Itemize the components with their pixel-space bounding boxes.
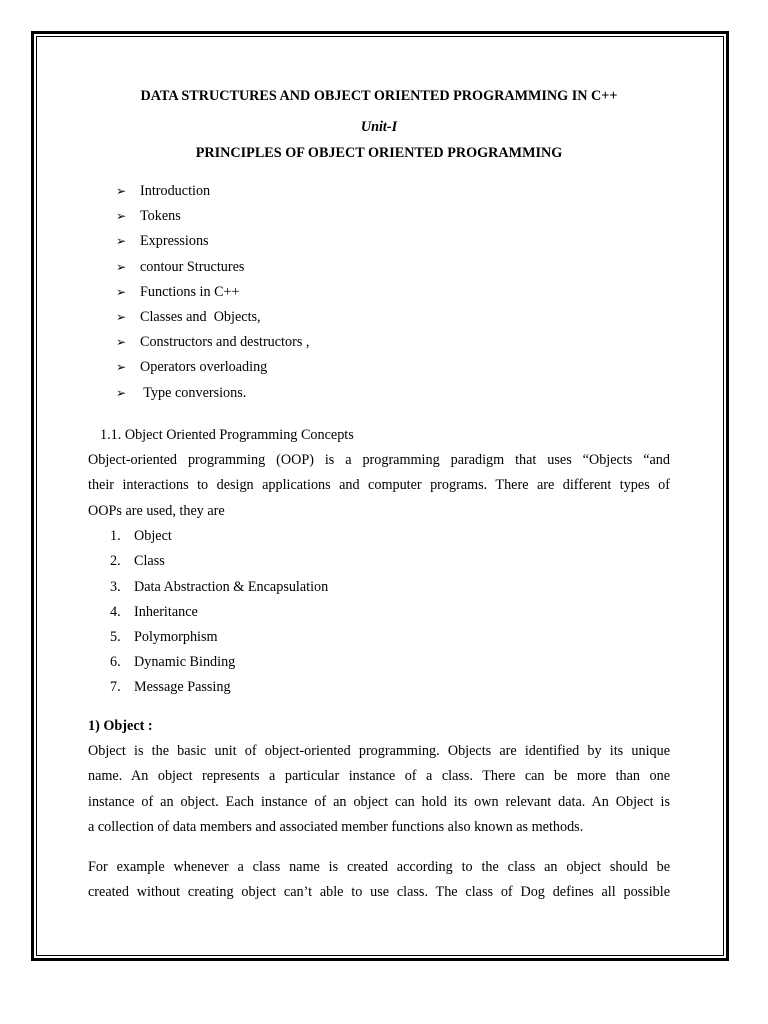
list-item	[110, 549, 670, 574]
list-item	[116, 280, 670, 305]
list-item	[116, 204, 670, 229]
topic-label: Functions in C++	[140, 283, 240, 300]
topic-label: contour Structures	[140, 258, 245, 275]
concept-label: Data Abstraction & Encapsulation	[134, 578, 329, 595]
arrow-bullet-icon: ➢	[116, 360, 127, 375]
list-item	[116, 355, 670, 380]
arrow-bullet-icon: ➢	[116, 385, 127, 400]
document-content	[88, 86, 670, 906]
topic-label: Expressions	[140, 233, 209, 250]
list-item	[116, 179, 670, 204]
list-item	[116, 305, 670, 330]
list-number: 5.	[110, 628, 121, 645]
object-heading: 1) Object :	[88, 717, 153, 734]
concept-label: Polymorphism	[134, 628, 218, 645]
arrow-bullet-icon: ➢	[116, 209, 127, 224]
object-paragraph	[88, 739, 670, 841]
arrow-bullet-icon: ➢	[116, 259, 127, 274]
concept-label: Object	[134, 528, 172, 545]
list-number: 3.	[110, 578, 121, 595]
topic-label: Classes and Objects,	[140, 308, 261, 325]
concept-label: Message Passing	[134, 679, 231, 696]
example-paragraph	[88, 855, 670, 906]
concept-list	[88, 524, 670, 700]
text-line: instance of an object. Each instance of an object can hold its own relevant data. An Object is	[88, 793, 670, 810]
topic-label: Operators overloading	[140, 359, 268, 376]
concept-label: Class	[134, 553, 165, 570]
text-line: Object is the basic unit of object-oriented programming. Objects are identified by its unique	[88, 742, 670, 759]
text-line: OOPs are used, they are	[88, 502, 225, 519]
intro-paragraph	[88, 448, 670, 525]
list-item	[110, 524, 670, 549]
list-item	[116, 330, 670, 355]
topic-list	[88, 179, 670, 406]
list-item	[110, 575, 670, 600]
unit-title: PRINCIPLES OF OBJECT ORIENTED PROGRAMMING	[195, 145, 563, 161]
concept-label: Dynamic Binding	[134, 654, 236, 671]
list-number: 7.	[110, 679, 121, 696]
text-line: created without creating object can’t able to use class. The class of Dog defines all possible	[88, 884, 670, 900]
list-number: 2.	[110, 553, 121, 570]
list-item	[110, 650, 670, 675]
list-item	[110, 625, 670, 650]
arrow-bullet-icon: ➢	[116, 284, 127, 299]
arrow-bullet-icon: ➢	[116, 335, 127, 350]
arrow-bullet-icon: ➢	[116, 234, 127, 249]
topic-label: Type conversions.	[140, 384, 247, 401]
list-item	[116, 381, 670, 406]
list-item	[116, 229, 670, 254]
topic-label: Constructors and destructors ,	[140, 334, 310, 351]
list-item	[116, 255, 670, 280]
document-title: DATA STRUCTURES AND OBJECT ORIENTED PROGRAMMING IN C++	[140, 88, 618, 104]
concept-label: Inheritance	[134, 603, 198, 620]
text-line: Object-oriented programming (OOP) is a programming paradigm that uses “Objects “and	[88, 451, 670, 468]
arrow-bullet-icon: ➢	[116, 184, 127, 198]
list-number: 1.	[110, 528, 121, 545]
text-line: For example whenever a class name is created according to the class an object should be	[88, 858, 670, 875]
unit-label: Unit-I	[360, 119, 398, 135]
text-line: their interactions to design applications and computer programs. There are different types of	[88, 477, 670, 494]
text-line: a collection of data members and associated member functions also known as methods.	[88, 819, 584, 835]
topic-label: Tokens	[140, 208, 181, 225]
list-number: 4.	[110, 603, 121, 620]
section-heading: 1.1. Object Oriented Programming Concepts	[100, 426, 354, 443]
list-number: 6.	[110, 654, 121, 671]
list-item	[110, 675, 670, 700]
topic-label: Introduction	[140, 183, 211, 199]
arrow-bullet-icon: ➢	[116, 309, 127, 324]
list-item	[110, 600, 670, 625]
text-line: name. An object represents a particular instance of a class. There can be more than one	[88, 768, 670, 784]
